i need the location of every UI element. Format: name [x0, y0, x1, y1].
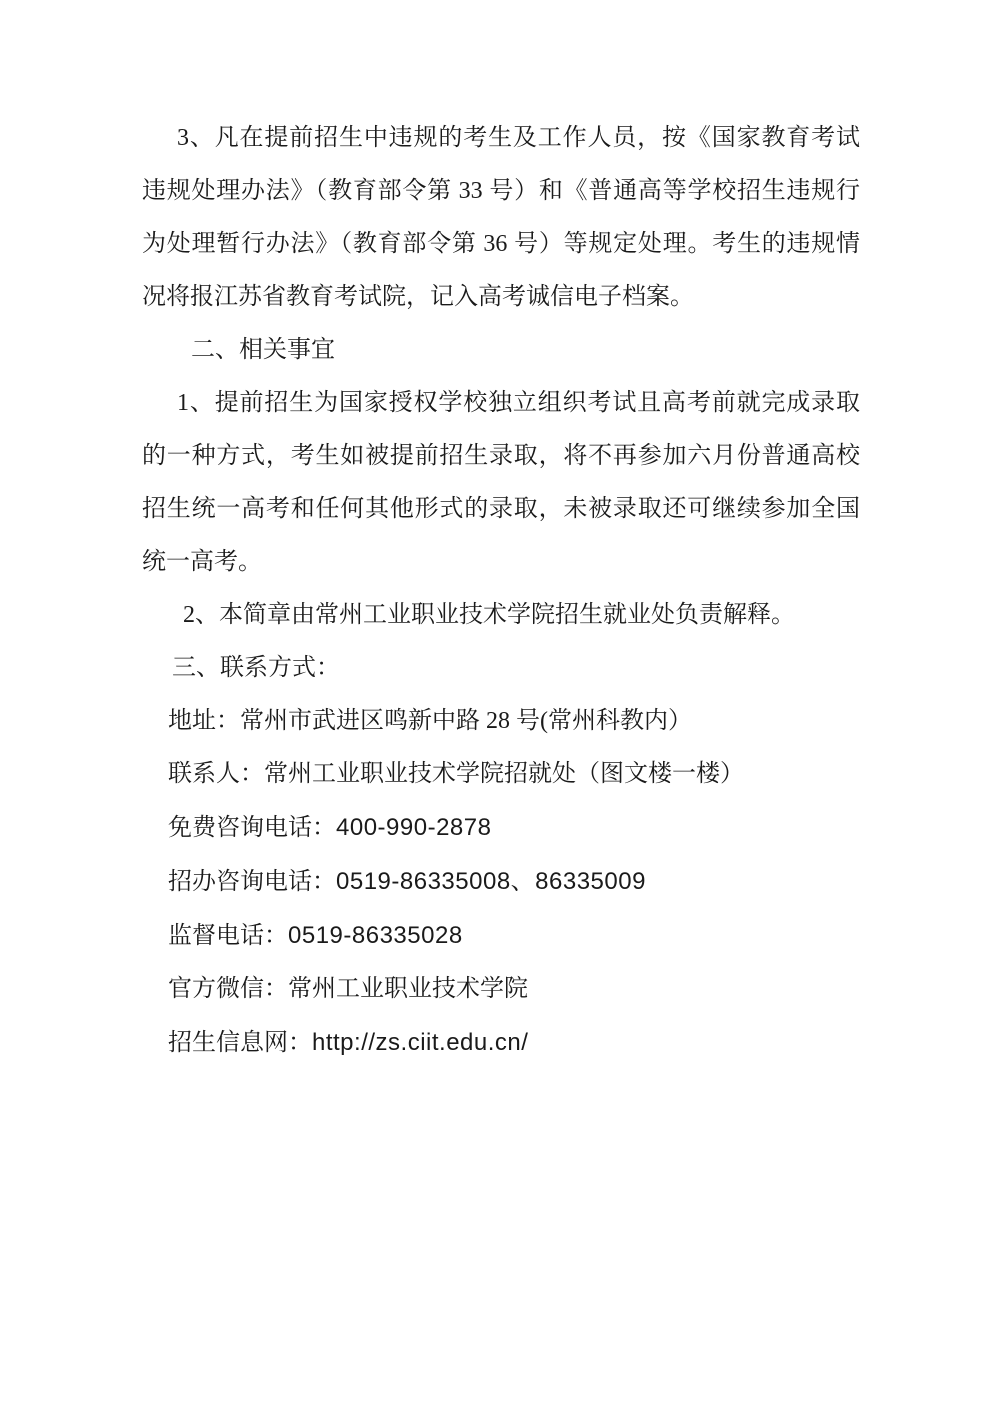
contact-line-free-hotline [142, 801, 860, 855]
free-hotline-label: 免费咨询电话： [168, 815, 336, 841]
admissions-website-url: http://zs.ciit.edu.cn/ [312, 1029, 529, 1056]
contact-line-admissions-website [142, 1016, 860, 1070]
admissions-website-label: 招生信息网： [168, 1030, 312, 1056]
admissions-hotline-label: 招办咨询电话： [168, 869, 336, 895]
contact-line-admissions-hotline [142, 855, 860, 909]
official-wechat-value: 常州工业职业技术学院 [288, 976, 528, 1002]
paragraph-early-admission-explanation: 1、提前招生为国家授权学校独立组织考试且高考前就完成录取的一种方式，考生如被提前招生录取，将不再参加六月份普通高校招生统一高考和任何其他形式的录取，未被录取还可继续参加全国统一高考。 [142, 390, 860, 575]
document-body [142, 112, 860, 1070]
official-wechat-label: 官方微信： [168, 976, 288, 1002]
paragraph-interpretation-right: 2、本简章由常州工业职业技术学院招生就业处负责解释。 [183, 602, 795, 628]
supervision-phone-label: 监督电话： [168, 923, 288, 949]
contact-line-supervision-phone [142, 909, 860, 963]
section-heading-contact-info: 三、联系方式： [172, 655, 340, 681]
contact-person-value: 常州工业职业技术学院招就处（图文楼一楼） [264, 761, 744, 787]
contact-line-official-wechat [142, 963, 860, 1016]
contact-line-address [142, 695, 860, 748]
contact-person-label: 联系人： [168, 761, 264, 787]
paragraph-discipline-clause: 3、凡在提前招生中违规的考生及工作人员，按《国家教育考试违规处理办法》（教育部令第 33 号）和《普通高等学校招生违规行为处理暂行办法》（教育部令第 36 号）等规定处理。考生的违规情况将报江苏省教育考试院，记入高考诚信电子档案。 [142, 125, 860, 310]
free-hotline-number: 400-990-2878 [336, 814, 492, 841]
section-heading-related-matters: 二、相关事宜 [191, 337, 335, 363]
contact-line-contact-person [142, 748, 860, 801]
address-value: 常州市武进区鸣新中路 28 号(常州科教内） [240, 708, 692, 734]
admissions-hotline-numbers: 0519-86335008、86335009 [336, 868, 646, 895]
supervision-phone-number: 0519-86335028 [288, 922, 463, 949]
address-label: 地址： [168, 708, 240, 734]
